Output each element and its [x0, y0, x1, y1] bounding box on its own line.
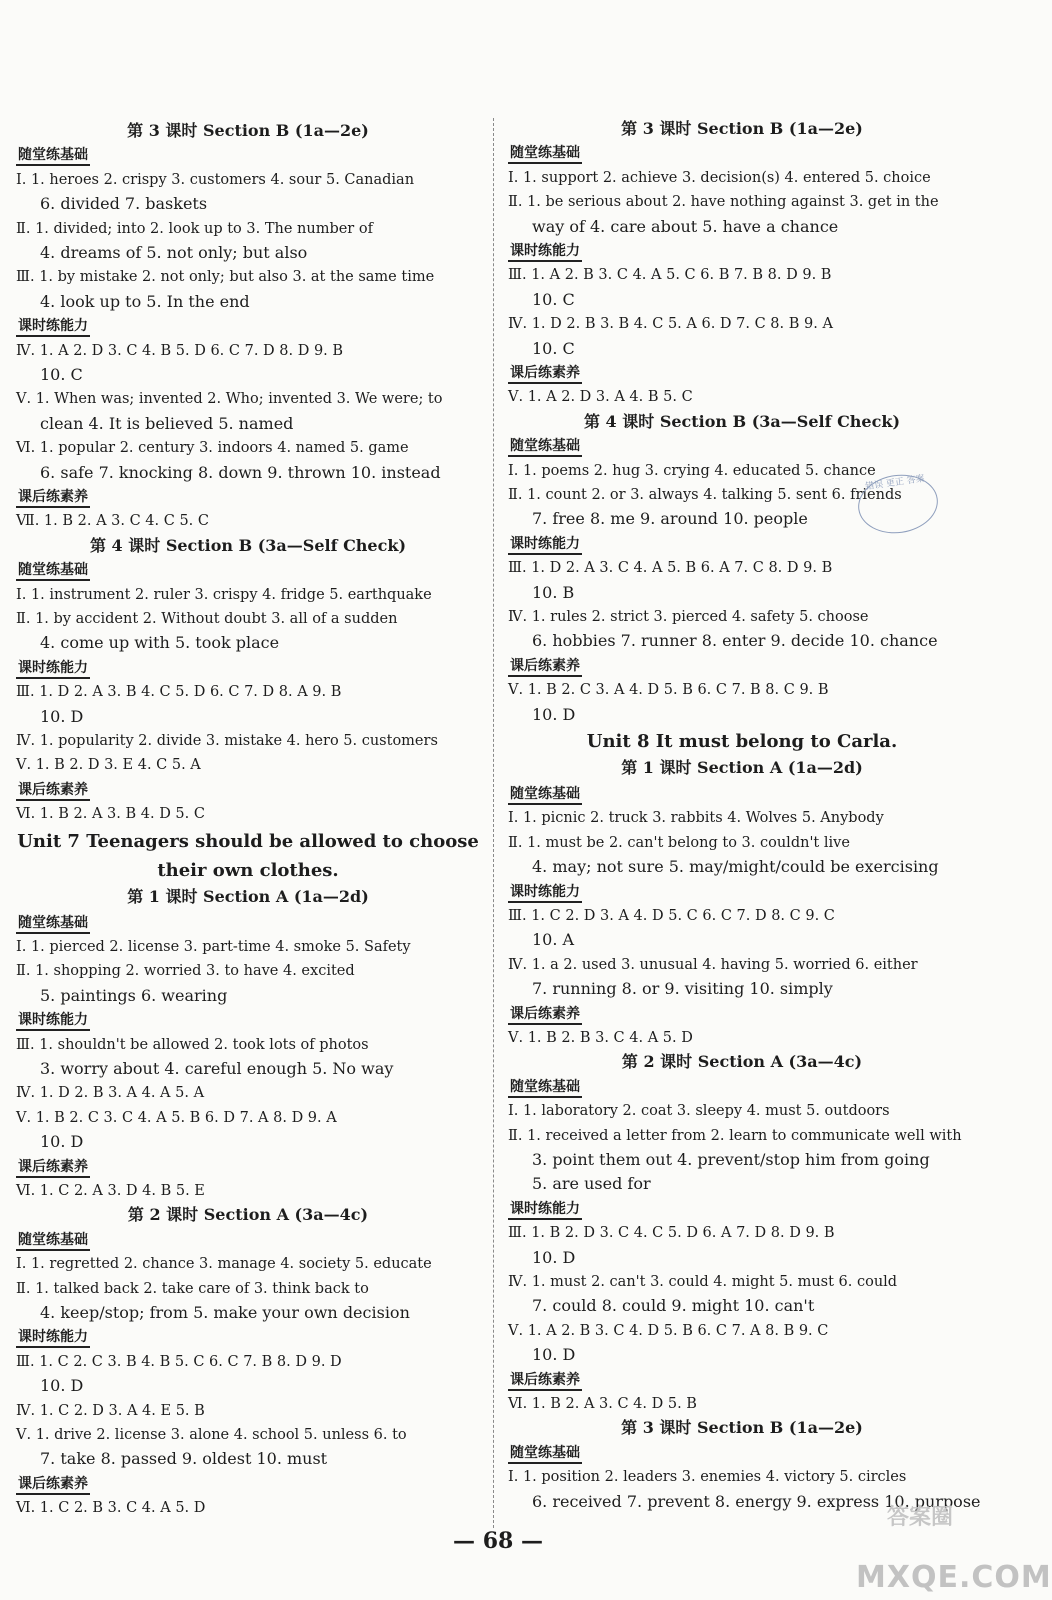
answer-line: 5. are used for — [532, 1174, 651, 1194]
section-label — [16, 486, 480, 508]
answer-line: Ⅲ. 1. B 2. D 3. C 4. C 5. D 6. A 7. D 8. D 9. B — [508, 1225, 835, 1242]
section-label — [16, 559, 480, 581]
section-label — [16, 912, 480, 934]
answer-line: Ⅴ. 1. drive 2. license 3. alone 4. school 5. unless 6. to — [16, 1427, 407, 1443]
answer-line: 6. hobbies 7. runner 8. enter 9. decide 10. chance — [532, 631, 938, 651]
section-label — [508, 142, 976, 164]
section-label-text: 课后练素养 — [16, 1475, 90, 1495]
section-label-text: 随堂练基础 — [16, 914, 90, 934]
section-label-text: 课时练能力 — [508, 883, 582, 903]
answer-line: Ⅱ. 1. received a letter from 2. learn to communicate well with — [508, 1127, 962, 1144]
answer-line: Ⅳ. 1. D 2. B 3. A 4. A 5. A — [16, 1085, 205, 1102]
answer-line: Ⅵ. 1. C 2. B 3. C 4. A 5. D — [16, 1500, 206, 1517]
answer-line: Ⅴ. 1. B 2. C 3. C 4. A 5. B 6. D 7. A 8. D 9. A — [16, 1109, 337, 1126]
page-number: — 68 — — [453, 1528, 543, 1554]
answer-line: Ⅱ. 1. must be 2. can't belong to 3. couldn't live — [508, 834, 850, 851]
lesson-heading: 第 4 课时 Section B (3a—Self Check) — [583, 411, 901, 431]
answer-line: Ⅳ. 1. D 2. B 3. B 4. C 5. A 6. D 7. C 8. B 9. A — [508, 316, 833, 333]
answer-line: 4. look up to 5. In the end — [40, 291, 250, 311]
answer-line: Ⅰ. 1. picnic 2. truck 3. rabbits 4. Wolves 5. Anybody — [508, 810, 884, 827]
answer-line: Ⅳ. 1. a 2. used 3. unusual 4. having 5. worried 6. either — [508, 956, 918, 973]
section-label — [508, 1076, 976, 1098]
answer-line: Ⅵ. 1. B 2. A 3. C 4. D 5. B — [508, 1396, 697, 1412]
lesson-heading: 第 1 课时 Section A (1a—2d) — [127, 886, 369, 906]
answer-line: 10. B — [532, 582, 575, 602]
lesson-heading: 第 2 课时 Section A (3a—4c) — [127, 1205, 369, 1225]
answer-line: Ⅱ. 1. shopping 2. worried 3. to have 4. excited — [16, 963, 355, 980]
answer-line: Ⅵ. 1. B 2. A 3. B 4. D 5. C — [16, 806, 205, 823]
answer-line: Ⅴ. 1. B 2. C 3. A 4. D 5. B 6. C 7. B 8. C 9. B — [508, 682, 829, 699]
answer-line: Ⅲ. 1. C 2. D 3. A 4. D 5. C 6. C 7. D 8. C 9. C — [508, 908, 835, 924]
lesson-heading: 第 4 课时 Section B (3a—Self Check) — [89, 535, 407, 555]
answer-line: Ⅵ. 1. C 2. A 3. D 4. B 5. E — [16, 1183, 205, 1199]
section-label-text: 课时练能力 — [508, 242, 582, 262]
answer-line: Ⅰ. 1. position 2. leaders 3. enemies 4. victory 5. circles — [508, 1469, 907, 1486]
section-label — [508, 1442, 976, 1464]
answer-line: Ⅱ. 1. divided; into 2. look up to 3. The number of — [16, 220, 373, 237]
lesson-heading: 第 1 课时 Section A (1a—2d) — [621, 758, 863, 777]
answer-line: 7. free 8. me 9. around 10. people — [532, 509, 808, 529]
answer-line: 5. paintings 6. wearing — [40, 985, 228, 1005]
section-label — [508, 240, 976, 262]
section-label — [508, 1369, 976, 1391]
section-label-text: 课时练能力 — [16, 659, 90, 679]
answer-line: 7. take 8. passed 9. oldest 10. must — [40, 1449, 328, 1469]
answer-line: Ⅳ. 1. rules 2. strict 3. pierced 4. safety 5. choose — [508, 609, 869, 625]
answer-line: Ⅰ. 1. heroes 2. crispy 3. customers 4. sour 5. Canadian — [16, 171, 415, 188]
section-label — [16, 144, 480, 166]
section-label — [508, 362, 976, 384]
answer-line: Ⅴ. 1. B 2. B 3. C 4. A 5. D — [508, 1030, 693, 1046]
lesson-heading: 第 3 课时 Section B (1a—2e) — [621, 1418, 863, 1438]
answer-line: Ⅶ. 1. B 2. A 3. C 4. C 5. C — [16, 513, 209, 530]
answer-line: Ⅱ. 1. be serious about 2. have nothing against 3. get in the — [508, 194, 939, 211]
answer-line: 10. D — [40, 1132, 84, 1152]
answer-line: Ⅰ. 1. poems 2. hug 3. crying 4. educated 5. chance — [508, 462, 876, 479]
answer-line: 7. running 8. or 9. visiting 10. simply — [532, 979, 833, 999]
answer-line: Ⅲ. 1. shouldn't be allowed 2. took lots of photos — [16, 1036, 369, 1053]
section-label — [16, 1156, 480, 1178]
answer-line: 10. A — [532, 930, 575, 950]
answer-line: 3. worry about 4. careful enough 5. No way — [40, 1059, 394, 1078]
answer-line: 10. D — [532, 1345, 576, 1365]
section-label — [16, 1473, 480, 1495]
section-label — [16, 315, 480, 337]
answer-line: Ⅱ. 1. count 2. or 3. always 4. talking 5. sent 6. friends — [508, 487, 902, 503]
answer-line: 4. come up with 5. took place — [40, 633, 280, 653]
answer-line: 4. may; not sure 5. may/might/could be exercising — [532, 857, 939, 877]
answer-line: 10. D — [40, 1376, 84, 1396]
section-label-text: 课时练能力 — [16, 1328, 90, 1348]
section-label — [508, 1003, 976, 1025]
section-label — [508, 655, 976, 677]
section-label — [508, 881, 976, 903]
section-label-text: 课后练素养 — [16, 1158, 90, 1178]
section-label-text: 随堂练基础 — [16, 561, 90, 581]
section-label — [16, 1229, 480, 1251]
watermark: MXQE.COM — [856, 1560, 1052, 1595]
answer-line: Ⅲ. 1. by mistake 2. not only; but also 3. at the same time — [16, 269, 435, 286]
answer-line: Ⅲ. 1. A 2. B 3. C 4. A 5. C 6. B 7. B 8. D 9. B — [508, 267, 832, 284]
answer-line: Ⅰ. 1. regretted 2. chance 3. manage 4. society 5. educate — [16, 1256, 432, 1273]
section-label — [16, 1326, 480, 1348]
section-label-text: 课时练能力 — [16, 317, 90, 337]
answer-line: 10. D — [40, 706, 84, 726]
section-label-text: 课时练能力 — [16, 1011, 90, 1031]
answer-line: Ⅱ. 1. talked back 2. take care of 3. think back to — [16, 1280, 369, 1297]
unit-title: their own clothes. — [157, 859, 339, 881]
answer-line: Ⅰ. 1. support 2. achieve 3. decision(s) 4. entered 5. choice — [508, 169, 931, 186]
answer-line: Ⅳ. 1. C 2. D 3. A 4. E 5. B — [16, 1402, 205, 1419]
lesson-heading: 第 2 课时 Section A (3a—4c) — [621, 1052, 863, 1072]
answer-line: 10. C — [532, 338, 575, 358]
answer-line: Ⅰ. 1. instrument 2. ruler 3. crispy 4. fridge 5. earthquake — [16, 586, 432, 603]
answer-line: 6. received 7. prevent 8. energy 9. express 10. purpose — [532, 1491, 981, 1511]
section-label-text: 课后练素养 — [508, 364, 582, 384]
section-label-text: 课后练素养 — [16, 488, 90, 508]
section-label-text: 随堂练基础 — [508, 1078, 582, 1098]
answer-line: Ⅴ. 1. A 2. D 3. A 4. B 5. C — [508, 389, 693, 406]
correction-stamp: 错误 更正 答案 — [854, 470, 941, 539]
answer-line: Ⅴ. 1. When was; invented 2. Who; invented 3. We were; to — [16, 391, 443, 408]
lesson-heading: 第 3 课时 Section B (1a—2e) — [621, 119, 863, 138]
answer-line: Ⅵ. 1. popular 2. century 3. indoors 4. named 5. game — [16, 440, 409, 457]
section-label-text: 随堂练基础 — [16, 1231, 90, 1251]
answer-line: Ⅴ. 1. A 2. B 3. C 4. D 5. B 6. C 7. A 8. B 9. C — [508, 1322, 829, 1339]
answer-line: Ⅰ. 1. laboratory 2. coat 3. sleepy 4. must 5. outdoors — [508, 1103, 890, 1120]
answer-line: 4. dreams of 5. not only; but also — [40, 243, 308, 262]
answer-line: Ⅲ. 1. C 2. C 3. B 4. B 5. C 6. C 7. B 8. D 9. D — [16, 1353, 342, 1370]
unit-title: Unit 8 It must belong to Carla. — [586, 731, 898, 752]
answer-line: 10. C — [40, 365, 83, 384]
answer-line: 6. divided 7. baskets — [40, 194, 208, 214]
answer-line: 10. D — [532, 1247, 576, 1267]
answer-line: Ⅲ. 1. D 2. A 3. B 4. C 5. D 6. C 7. D 8. A 9. B — [16, 684, 342, 701]
section-label-text: 课后练素养 — [508, 657, 582, 677]
lesson-heading: 第 3 课时 Section B (1a—2e) — [127, 121, 369, 140]
section-label-text: 随堂练基础 — [508, 785, 582, 805]
section-label — [508, 1198, 976, 1220]
answer-line: 6. safe 7. knocking 8. down 9. thrown 10. instead — [40, 462, 441, 482]
answer-line: Ⅱ. 1. by accident 2. Without doubt 3. all of a sudden — [16, 611, 398, 627]
section-label-text: 随堂练基础 — [508, 1444, 582, 1464]
section-label-text: 课后练素养 — [16, 781, 90, 801]
answer-line: clean 4. It is believed 5. named — [40, 413, 294, 433]
section-label-text: 课后练素养 — [508, 1005, 582, 1025]
section-label — [16, 779, 480, 801]
unit-title: Unit 7 Teenagers should be allowed to choose — [17, 830, 479, 852]
section-label-text: 课时练能力 — [508, 535, 582, 555]
answer-line: Ⅳ. 1. popularity 2. divide 3. mistake 4. hero 5. customers — [16, 733, 438, 749]
answer-line: 10. C — [532, 289, 575, 309]
answer-line: Ⅲ. 1. D 2. A 3. C 4. A 5. B 6. A 7. C 8. D 9. B — [508, 560, 833, 577]
watermark-logo: 答案圈 — [886, 1505, 953, 1530]
answer-line: 10. D — [532, 704, 576, 724]
section-label-text: 课时练能力 — [508, 1200, 582, 1220]
answer-line: Ⅰ. 1. pierced 2. license 3. part-time 4. smoke 5. Safety — [16, 939, 411, 955]
section-label-text: 课后练素养 — [508, 1371, 582, 1391]
section-label — [508, 533, 976, 555]
answer-line: 7. could 8. could 9. might 10. can't — [532, 1296, 815, 1316]
section-label — [16, 1009, 480, 1031]
section-label — [508, 783, 976, 805]
section-label-text: 随堂练基础 — [508, 437, 582, 457]
column-divider — [493, 118, 494, 1528]
section-label — [508, 435, 976, 457]
section-label — [16, 657, 480, 679]
answer-line: way of 4. care about 5. have a chance — [532, 216, 839, 236]
answer-line: 3. point them out 4. prevent/stop him from going — [532, 1150, 930, 1169]
answer-line: 4. keep/stop; from 5. make your own decision — [40, 1303, 410, 1322]
answer-line: Ⅳ. 1. must 2. can't 3. could 4. might 5. must 6. could — [508, 1274, 898, 1290]
section-label-text: 随堂练基础 — [16, 146, 90, 166]
section-label-text: 随堂练基础 — [508, 144, 582, 164]
answer-line: Ⅳ. 1. A 2. D 3. C 4. B 5. D 6. C 7. D 8. D 9. B — [16, 342, 344, 359]
answer-line: Ⅴ. 1. B 2. D 3. E 4. C 5. A — [16, 757, 201, 774]
